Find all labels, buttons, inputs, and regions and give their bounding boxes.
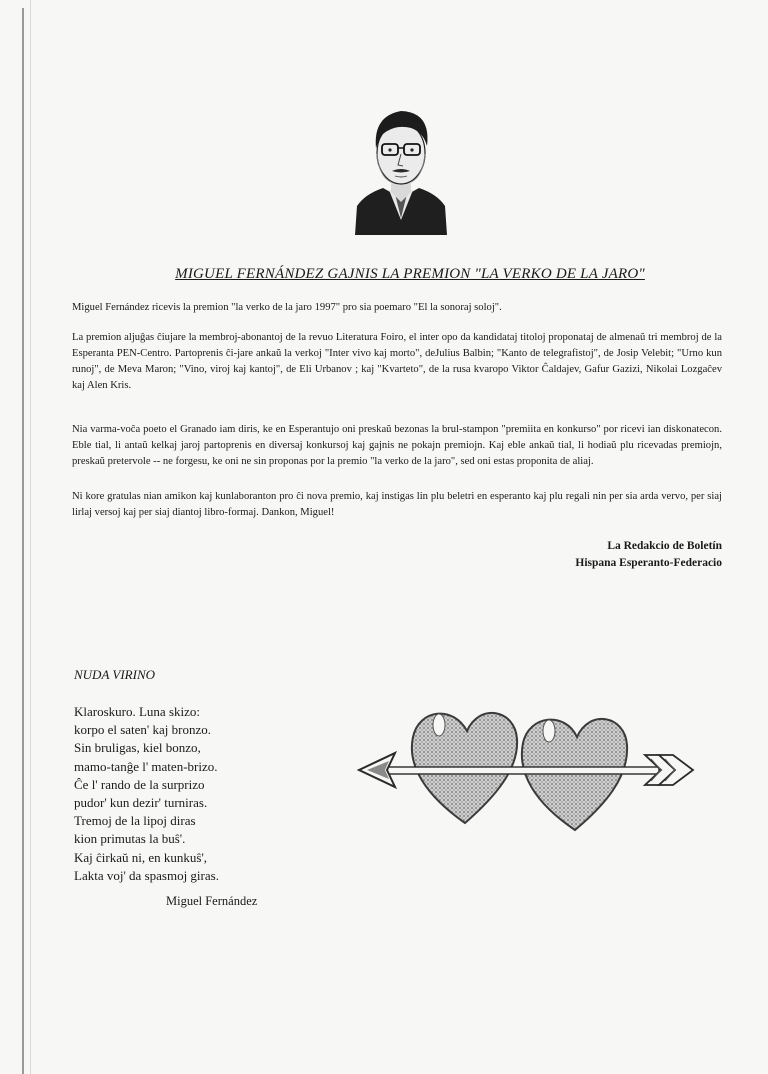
poem-line: Klaroskuro. Luna skizo: bbox=[74, 704, 201, 719]
paragraph-text: Nia varma-voĉa poeto el Granado iam diris, ke en Esperantujo oni preskaŭ bezonas la brul-stampon "premiita en konkurso" por ricevi ian diskonatecon. Eble tial, li antaŭ kelkaj jaroj partoprenis en diversaj konkursoj kaj gajnis ne pokajn premiojn. Kaj eble ankaŭ tial, li hodiaŭ plu ricevadas premiojn, preskaŭ pretervole -- ne forgesu, ke oni ne sin proponas por la premio "la verko de la jaro", sed oni estas proponita de aliaj. bbox=[72, 424, 722, 467]
paragraph-text: Ni kore gratulas nian amikon kaj kunlaboranton pro ĉi nova premio, kaj instigas lin plu beletri en esperanto kaj plu regali nin per sia arda vervo, per siaj lirlaj versoj kaj per siaj diantoj libro-formaj. Dankon, Miguel! bbox=[72, 491, 722, 518]
poem-line: Ĉe l' rando de la surprizo bbox=[74, 776, 205, 792]
article-paragraph-3 bbox=[72, 422, 722, 470]
signature-line-1: La Redakcio de Boletín bbox=[607, 540, 722, 552]
poem-title: NUDA VIRINO bbox=[74, 667, 156, 682]
page-binding-shadow bbox=[30, 0, 31, 1074]
article-paragraph-1 bbox=[72, 300, 722, 316]
poem-line: Tremoj de la lipoj diras bbox=[74, 813, 196, 829]
paragraph-text: La premion aljuĝas ĉiujare la membroj-abonantoj de la revuo Literatura Foiro, el inter opo da kandidataj titoloj proponataj de almenaŭ tri membroj de la Esperanta PEN-Centro. Partoprenis ĉi-jare ankaŭ la verkoj "Inter vivo kaj morto", deJulius Balbin; "Kanto de telegrafistoj", de Josip Velebit; "Urno kun runoj", de Meva Maron; "Vino, viroj kaj kantoj", de Eli Urbanov ; kaj "Kvarteto", de la rusa kvaropo Viktor Ĉaldajev, Gafur Gazizi, Nikolai Lozgaĉev kaj Alen Kris. bbox=[72, 332, 722, 391]
hearts-arrow-illustration bbox=[355, 695, 700, 835]
article-paragraph-2 bbox=[72, 330, 722, 394]
poem-body bbox=[74, 703, 219, 885]
author-portrait bbox=[355, 98, 447, 235]
article-title: MIGUEL FERNÁNDEZ GAJNIS LA PREMION "LA VERKO DE LA JARO" bbox=[175, 266, 645, 282]
poem-line: korpo el saten' kaj bronzo. bbox=[74, 722, 211, 738]
poem-line: mamo-tanĝe l' maten-brizo. bbox=[74, 758, 218, 774]
page-binding-edge bbox=[22, 8, 24, 1074]
poem-line: Sin bruligas, kiel bonzo, bbox=[74, 740, 201, 756]
signature-line-2: Hispana Esperanto-Federacio bbox=[575, 557, 722, 569]
poem-line: Lakta voj' da spasmoj giras. bbox=[74, 867, 219, 883]
poem-line: kion primutas la buŝ'. bbox=[74, 831, 186, 847]
poem-line: Kaj ĉirkaŭ ni, en kunkuŝ', bbox=[74, 849, 208, 865]
paragraph-text: Miguel Fernández ricevis la premion "la verko de la jaro 1997" pro sia poemaro "El la sonoraj soloj". bbox=[72, 302, 502, 313]
article-signature bbox=[575, 538, 722, 572]
poem-line: pudor' kun dezir' turniras. bbox=[74, 795, 208, 811]
article-paragraph-4 bbox=[72, 489, 722, 521]
poem-author: Miguel Fernández bbox=[166, 894, 258, 908]
